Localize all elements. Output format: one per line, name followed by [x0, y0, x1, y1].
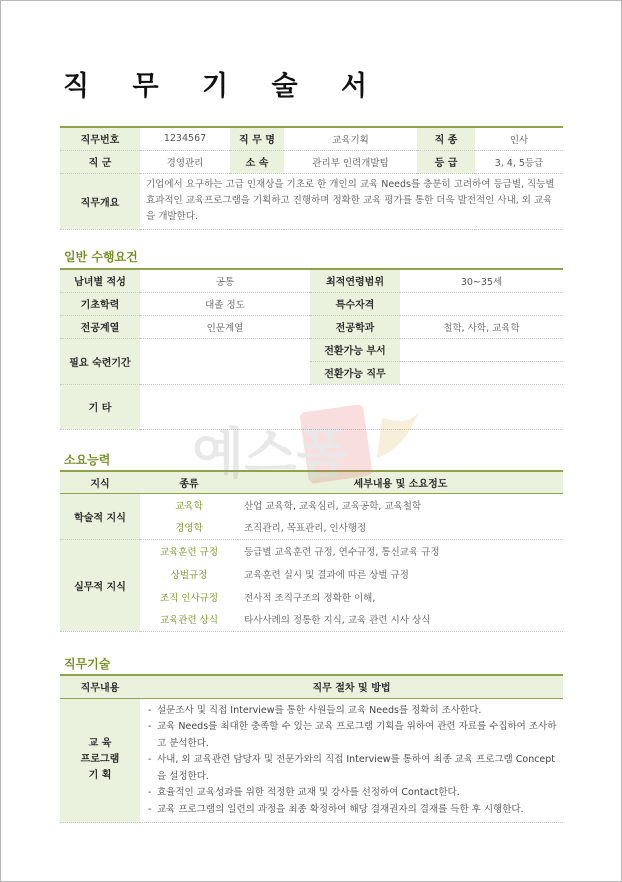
ability-type: 상벌규정	[170, 569, 208, 581]
job-skills-table	[60, 674, 563, 823]
ability-detail: 산업 교육학, 교육심리, 교육공학, 교육철학	[244, 500, 422, 512]
content-cell	[60, 698, 140, 823]
level-value: 3, 4, 5등급	[475, 150, 563, 173]
job-name-value: 교육기획	[284, 127, 417, 150]
watermark-text: 예스폼	[192, 422, 349, 485]
ability-detail: 교육훈련 실시 및 결과에 따른 상벌 규정	[244, 569, 409, 581]
procedure-item: - 교육 Needs를 최대한 충족할 수 있는 교육 프로그램 기획을 위하여 관련 자료를 수집하여 조사하고 분석한다.	[148, 719, 557, 752]
age-value: 30~35세	[400, 269, 563, 292]
general-section-title: 일반 수행요건	[64, 250, 138, 264]
certificate-value	[400, 292, 563, 315]
job-group-label: 직 종	[417, 127, 475, 150]
ability-detail: 등급별 교육훈련 규정, 연수규정, 통신교육 규정	[244, 546, 440, 558]
practical-label: 실무적 지식	[60, 539, 140, 631]
major-value: 철학, 사학, 교육학	[400, 315, 563, 338]
gender-value: 공통	[140, 269, 310, 292]
col-content: 직무내용	[60, 675, 140, 698]
ability-section-title: 소요능력	[64, 453, 111, 467]
gender-label: 남녀별 적성	[60, 269, 140, 292]
transfer-dept-label: 전환가능 부서	[310, 338, 400, 361]
dept-label: 소 속	[230, 150, 284, 173]
col-knowledge: 지식	[60, 471, 140, 493]
general-requirements-table	[60, 268, 563, 430]
transfer-dept-value	[400, 338, 563, 361]
procedure-item: - 교육 프로그램의 일련의 과정을 최종 확정하여 해당 결재권자의 결재를 득한 후 시행한다.	[148, 802, 557, 819]
dept-value: 관리부 인력개발팀	[284, 150, 417, 173]
age-label: 최적연령범위	[310, 269, 400, 292]
document-title: 직 무 기 술 서	[63, 71, 385, 102]
summary-text: 기업에서 요구하는 고급 인재상을 기초로 한 개인의 교육 Needs를 충분히 고려하여 등급별, 직능별 효과적인 교육프로그램을 기획하고 진행하며 정확한 교육 평가를 통한 더욱 발전적인 사내, 외 교육을 개발한다.	[140, 173, 563, 229]
col-type: 종류	[140, 471, 238, 493]
job-info-table	[60, 126, 563, 230]
major-label: 전공학과	[310, 315, 400, 338]
ability-type: 교육훈련 규정	[159, 546, 219, 558]
procedure-item: - 효율적인 교육성과를 위한 적정한 교재 및 강사를 선정하여 Contact한다.	[148, 785, 557, 802]
major-field-label: 전공계열	[60, 315, 140, 338]
procedure-item: - 설문조사 및 직접 Interview를 통한 사원들의 교육 Needs를 정확히 조사한다.	[148, 703, 557, 720]
job-no-label: 직무번호	[60, 127, 140, 150]
etc-value	[140, 384, 563, 429]
col-procedure: 직무 절차 및 방법	[140, 675, 563, 698]
skill-period-label: 필요 숙련기간	[60, 338, 140, 384]
job-no-value: 1234567	[140, 127, 230, 150]
job-name-label: 직 무 명	[230, 127, 284, 150]
summary-label: 직무개요	[60, 173, 140, 229]
skill-period-value	[140, 338, 310, 384]
grade-value: 경영관리	[140, 150, 230, 173]
job-group-value: 인사	[475, 127, 563, 150]
level-label: 등 급	[417, 150, 475, 173]
ability-table	[60, 470, 563, 632]
major-field-value: 인문계열	[140, 315, 310, 338]
ability-detail: 전사적 조직구조의 정확한 이해,	[244, 592, 376, 604]
ability-detail: 타사사례의 정통한 지식, 교육 관련 시사 상식	[238, 608, 563, 631]
grade-label: 직 군	[60, 150, 140, 173]
education-label: 기초학력	[60, 292, 140, 315]
education-value: 대졸 정도	[140, 292, 310, 315]
procedure-item: - 사내, 외 교육관련 담당자 및 전문가와의 직접 Interview를 통하여 최종 교육 프로그램 Concept을 설정한다.	[148, 752, 557, 785]
ability-type: 경영학	[140, 516, 238, 539]
content-line: 기 획	[88, 770, 112, 782]
ability-type: 조직 인사규정	[159, 592, 219, 604]
etc-label: 기 타	[60, 384, 140, 429]
col-detail: 세부내용 및 소요정도	[238, 471, 563, 493]
ability-type: 교육학	[175, 500, 203, 512]
academic-label: 학술적 지식	[60, 493, 140, 539]
transfer-job-value	[400, 361, 563, 384]
procedure-list	[140, 698, 563, 823]
ability-detail: 조직관리, 목표관리, 인사행정	[238, 516, 563, 539]
certificate-label: 특수자격	[310, 292, 400, 315]
skills-section-title: 직무기술	[64, 657, 111, 671]
transfer-job-label: 전환가능 직무	[310, 361, 400, 384]
ability-type: 교육관련 상식	[140, 608, 238, 631]
content-line: 프로그램	[80, 754, 120, 766]
content-line: 교 육	[88, 738, 112, 750]
